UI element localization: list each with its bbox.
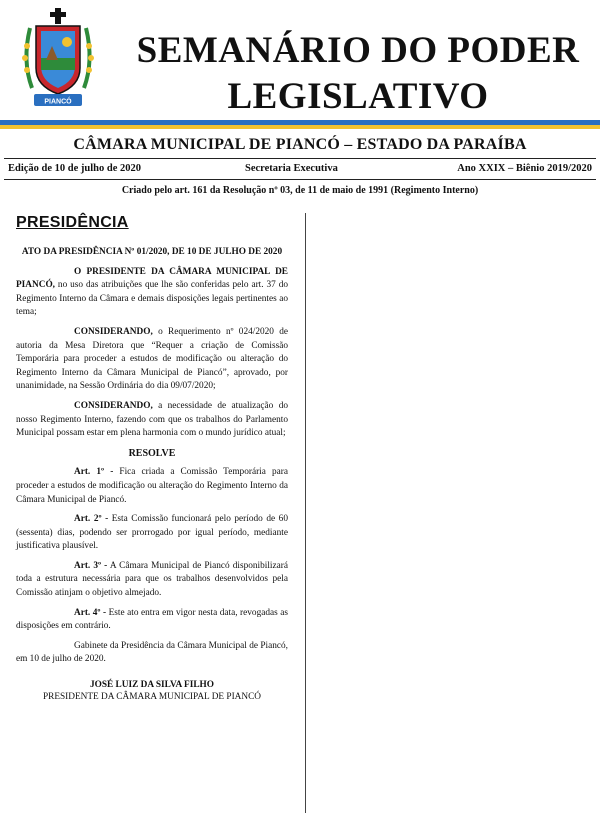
article-4-text: Este ato entra em vigor nesta data, revogadas as disposições em contrário.	[16, 607, 288, 632]
column-divider	[305, 213, 306, 813]
department: Secretaria Executiva	[245, 163, 338, 174]
article-1	[16, 466, 288, 507]
article-1-label: Art. 1º -	[74, 467, 114, 478]
considerando-1	[16, 326, 288, 394]
article-2	[16, 513, 288, 554]
crest-label: PIANCÓ	[44, 98, 72, 106]
act-intro-bold: O PRESIDENTE DA CÂMARA MUNICIPAL DE PIANCÓ,	[16, 266, 288, 291]
considerando-2-text: a necessidade de atualização do nosso Regimento Interno, fazendo com que os trabalhos do Parlamento Municipal possam estar em plena harmonia com o mundo jurídico atual;	[16, 400, 288, 439]
considerando-1-bold: CONSIDERANDO,	[74, 326, 153, 337]
chamber-subheader: CÂMARA MUNICIPAL DE PIANCÓ – ESTADO DA PARAÍBA	[73, 136, 527, 153]
considerando-2	[16, 400, 288, 441]
signature-block	[16, 679, 288, 703]
closing-paragraph: Gabinete da Presidência da Câmara Municipal de Piancó, em 10 de julho de 2020.	[16, 640, 288, 665]
municipal-crest-logo	[12, 6, 104, 116]
article-2-label: Art. 2º -	[74, 514, 109, 525]
edition-date: Edição de 10 de julho de 2020	[8, 163, 142, 174]
act-column	[16, 246, 288, 703]
creation-note: Criado pelo art. 161 da Resolução nº 03, de 11 de maio de 1991 (Regimento Interno)	[121, 185, 479, 196]
act-title: ATO DA PRESIDÊNCIA Nº 01/2020, DE 10 DE JULHO DE 2020	[21, 247, 283, 257]
signature-name: JOSÉ LUIZ DA SILVA FILHO	[89, 680, 214, 691]
considerando-2-bold: CONSIDERANDO,	[74, 400, 153, 411]
masthead-title	[118, 28, 598, 120]
article-4-label: Art. 4º -	[74, 607, 107, 618]
year-biennium: Ano XXIX – Biênio 2019/2020	[457, 163, 592, 174]
considerando-1-text: o Requerimento nº 024/2020 de autoria da Mesa Diretora que “Requer a criação de Comissão Temporária para proceder a estudos de modificação ou alteração do Regimento Interno da Câmara Municipal de Piancó”, aprovado, por unanimidade, na Sessão Ordinária do dia 09/07/2020;	[16, 326, 288, 392]
act-intro	[16, 266, 288, 320]
resolve-heading: RESOLVE	[128, 447, 176, 459]
masthead-line-1: SEMANÁRIO DO PODER	[136, 30, 580, 71]
crest-cross-icon	[50, 8, 66, 24]
article-1-text: Fica criada a Comissão Temporária para proceder a estudos de modificação ou alteração do Regimento Interno da Câmara Municipal de Piancó.	[16, 467, 288, 505]
article-3-label: Art. 3º -	[74, 560, 108, 571]
article-2-text: Esta Comissão funcionará pelo período de 60 (sessenta) dias, podendo ser prorrogado por igual período, mediante justificativa plausível.	[16, 514, 288, 552]
article-3-text: A Câmara Municipal de Piancó disponibilizará toda a estrutura necessária para que os trabalhos desenvolvidos pela Comissão atinjam o objetivo almejado.	[16, 560, 288, 599]
article-3	[16, 560, 288, 601]
signature-role: PRESIDENTE DA CÂMARA MUNICIPAL DE PIANCÓ	[42, 692, 262, 703]
section-title-presidencia: PRESIDÊNCIA	[16, 214, 129, 231]
article-4	[16, 607, 288, 634]
masthead-line-2: LEGISLATIVO	[227, 76, 489, 117]
info-bar-top-rule	[4, 158, 596, 159]
header-rule-yellow	[0, 125, 600, 129]
act-intro-text: no uso das atribuições que lhe são conferidas pelo art. 37 do Regimento Interno da Câmara e demais disposições legais pertinentes ao tema;	[16, 280, 288, 318]
info-bar-bottom-rule	[4, 179, 596, 180]
